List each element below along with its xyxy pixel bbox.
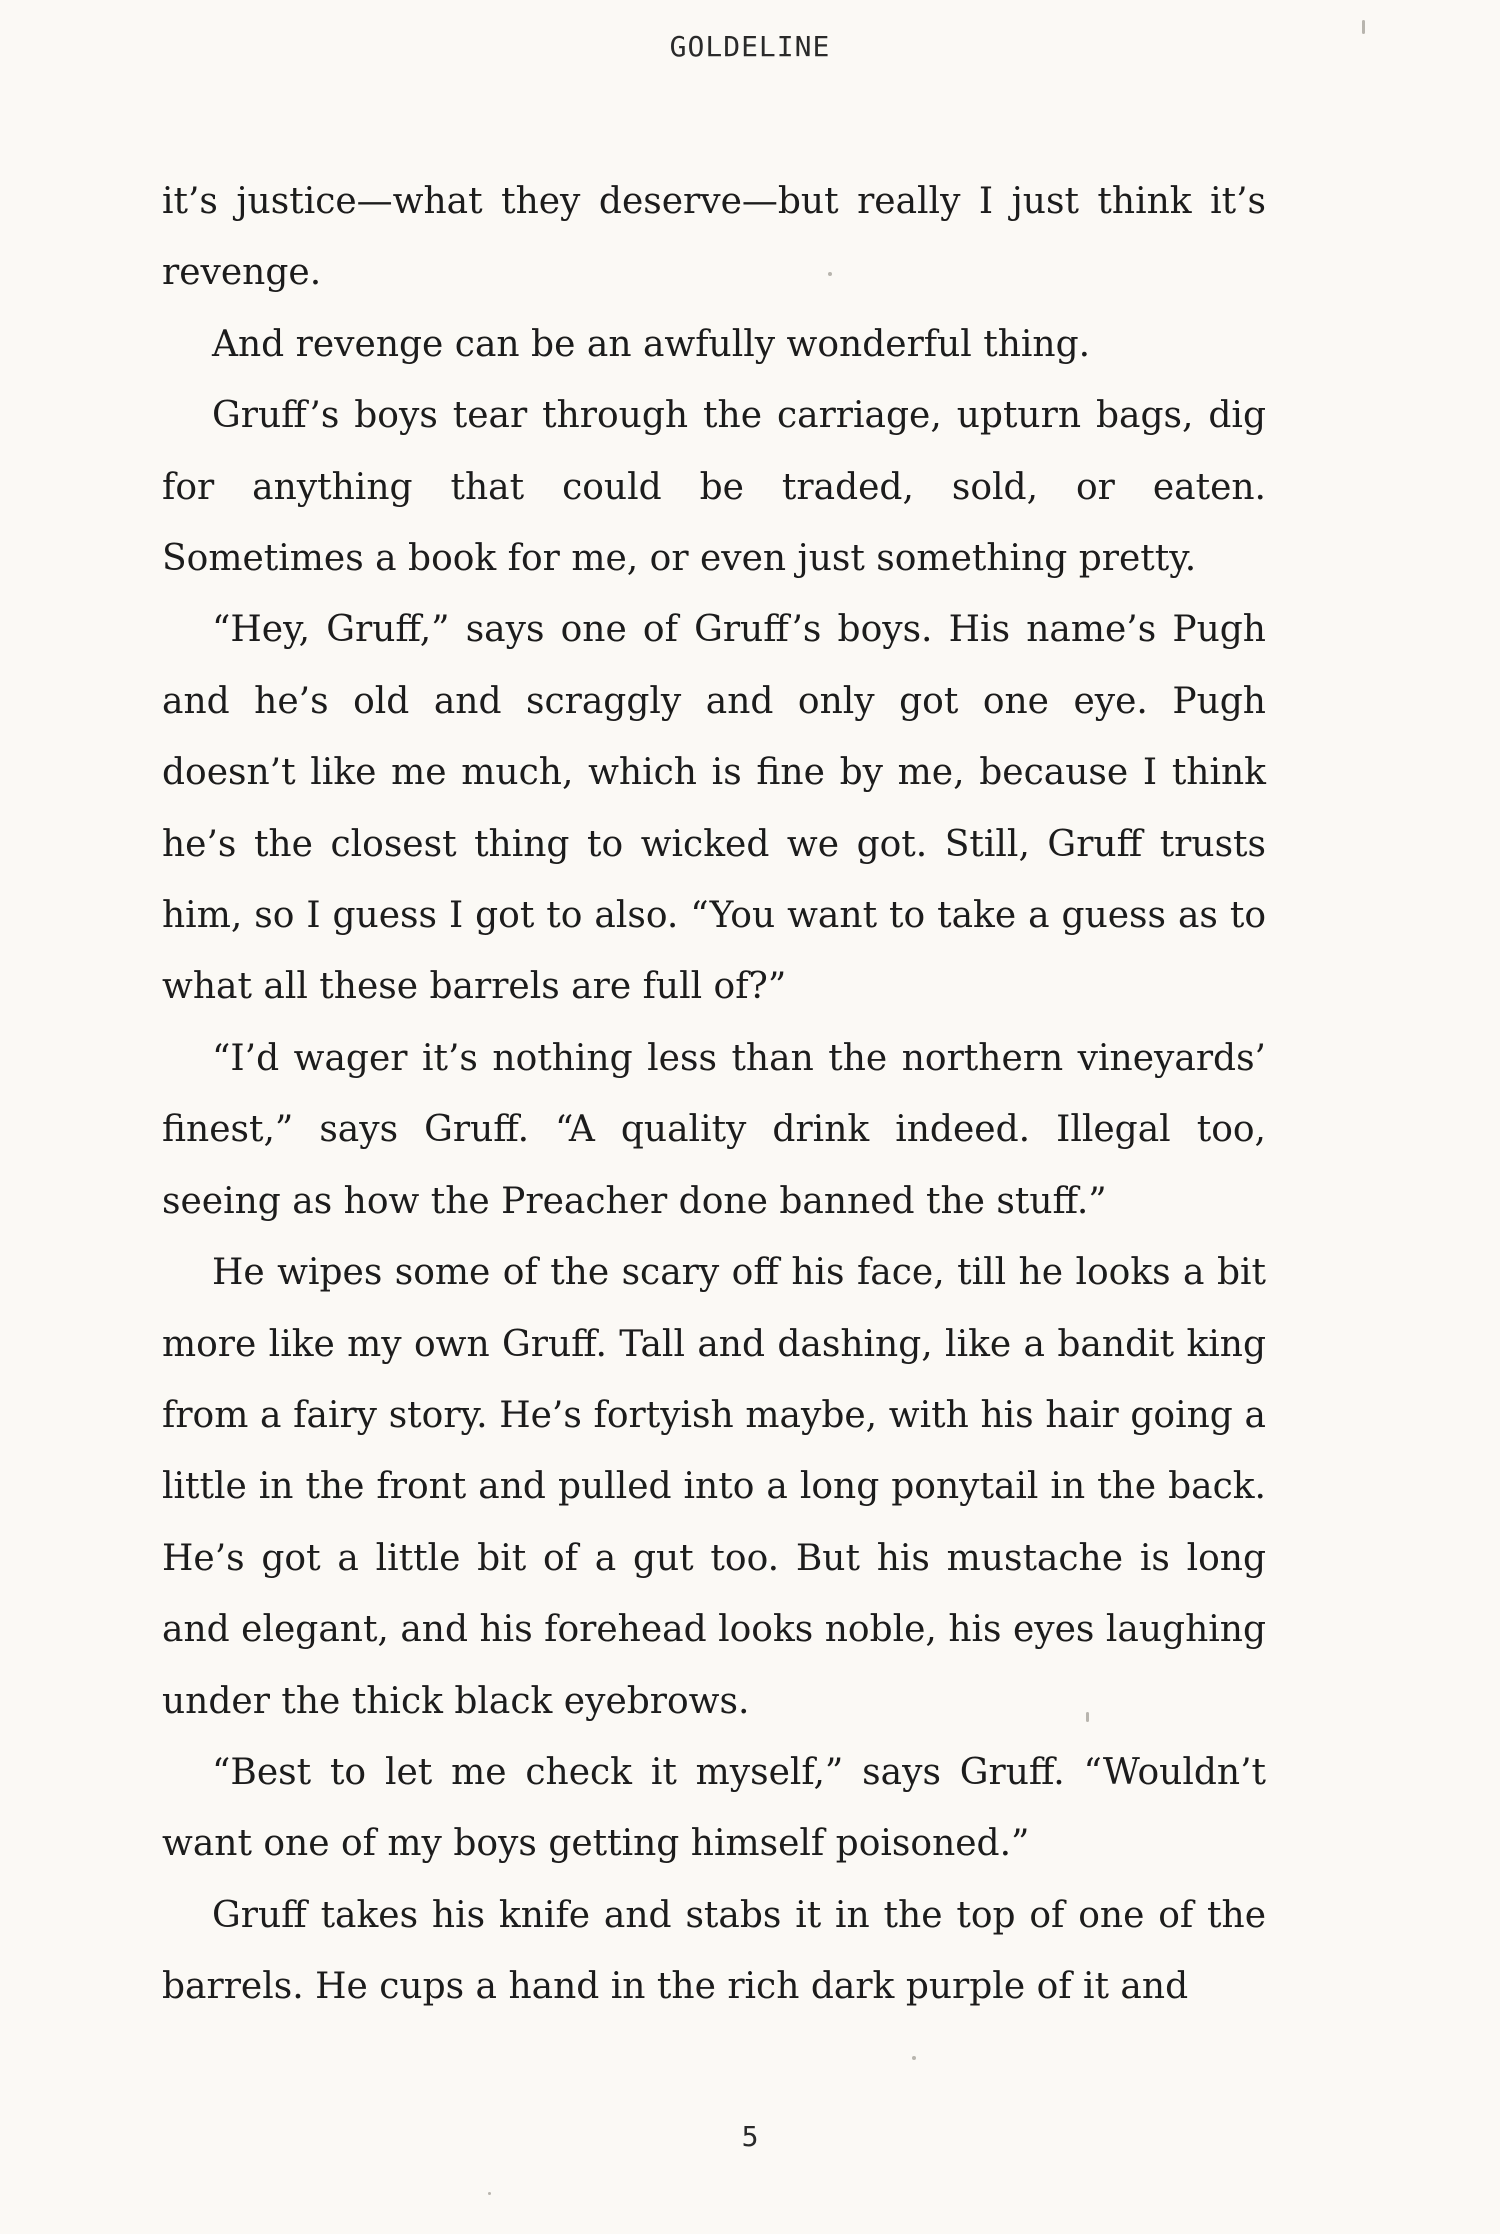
paragraph: “I’d wager it’s nothing less than the northern vineyards’ finest,” says Gruff. “A quality drink indeed. Illegal too, seeing as how the Preacher done banned the stuff.” (162, 1037, 1266, 1222)
scan-speck (1362, 20, 1365, 34)
paragraph-continued: it’s justice—what they deserve—but really I just think it’s revenge. (162, 181, 1266, 294)
paragraph: Gruff takes his knife and stabs it in the top of one of the barrels. He cups a hand in the rich dark purple of it and (162, 1894, 1266, 2008)
paragraph: “Best to let me check it myself,” says Gruff. “Wouldn’t want one of my boys getting himself poisoned.” (162, 1751, 1266, 1865)
running-head: GOLDELINE (669, 30, 831, 63)
paragraph: Gruff’s boys tear through the carriage, upturn bags, dig for anything that could be traded, sold, or eaten. Sometimes a book for me, or even just something pretty. (162, 395, 1266, 580)
paragraph: He wipes some of the scary off his face, till he looks a bit more like my own Gruff. Tall and dashing, like a bandit king from a fairy story. He’s fortyish maybe, with his hair going a little in the front and pulled into a long ponytail in the back. He’s got a little bit of a gut too. But his mustache is long and elegant, and his forehead looks noble, his eyes laughing under the thick black eyebrows. (162, 1252, 1266, 1722)
scan-speck (828, 272, 832, 276)
scan-speck (488, 2192, 491, 2195)
scan-speck (1086, 1712, 1089, 1722)
body-text (162, 166, 1266, 2023)
scan-speck (912, 2056, 916, 2060)
paragraph: And revenge can be an awfully wonderful thing. (212, 323, 1091, 365)
paragraph: “Hey, Gruff,” says one of Gruff’s boys. His name’s Pugh and he’s old and scraggly and only got one eye. Pugh doesn’t like me much, which is fine by me, because I think he’s the closest thing to wicked we got. Still, Gruff trusts him, so I guess I got to also. “You want to take a guess as to what all these barrels are full of?” (162, 609, 1266, 1008)
page-number: 5 (741, 2120, 759, 2153)
